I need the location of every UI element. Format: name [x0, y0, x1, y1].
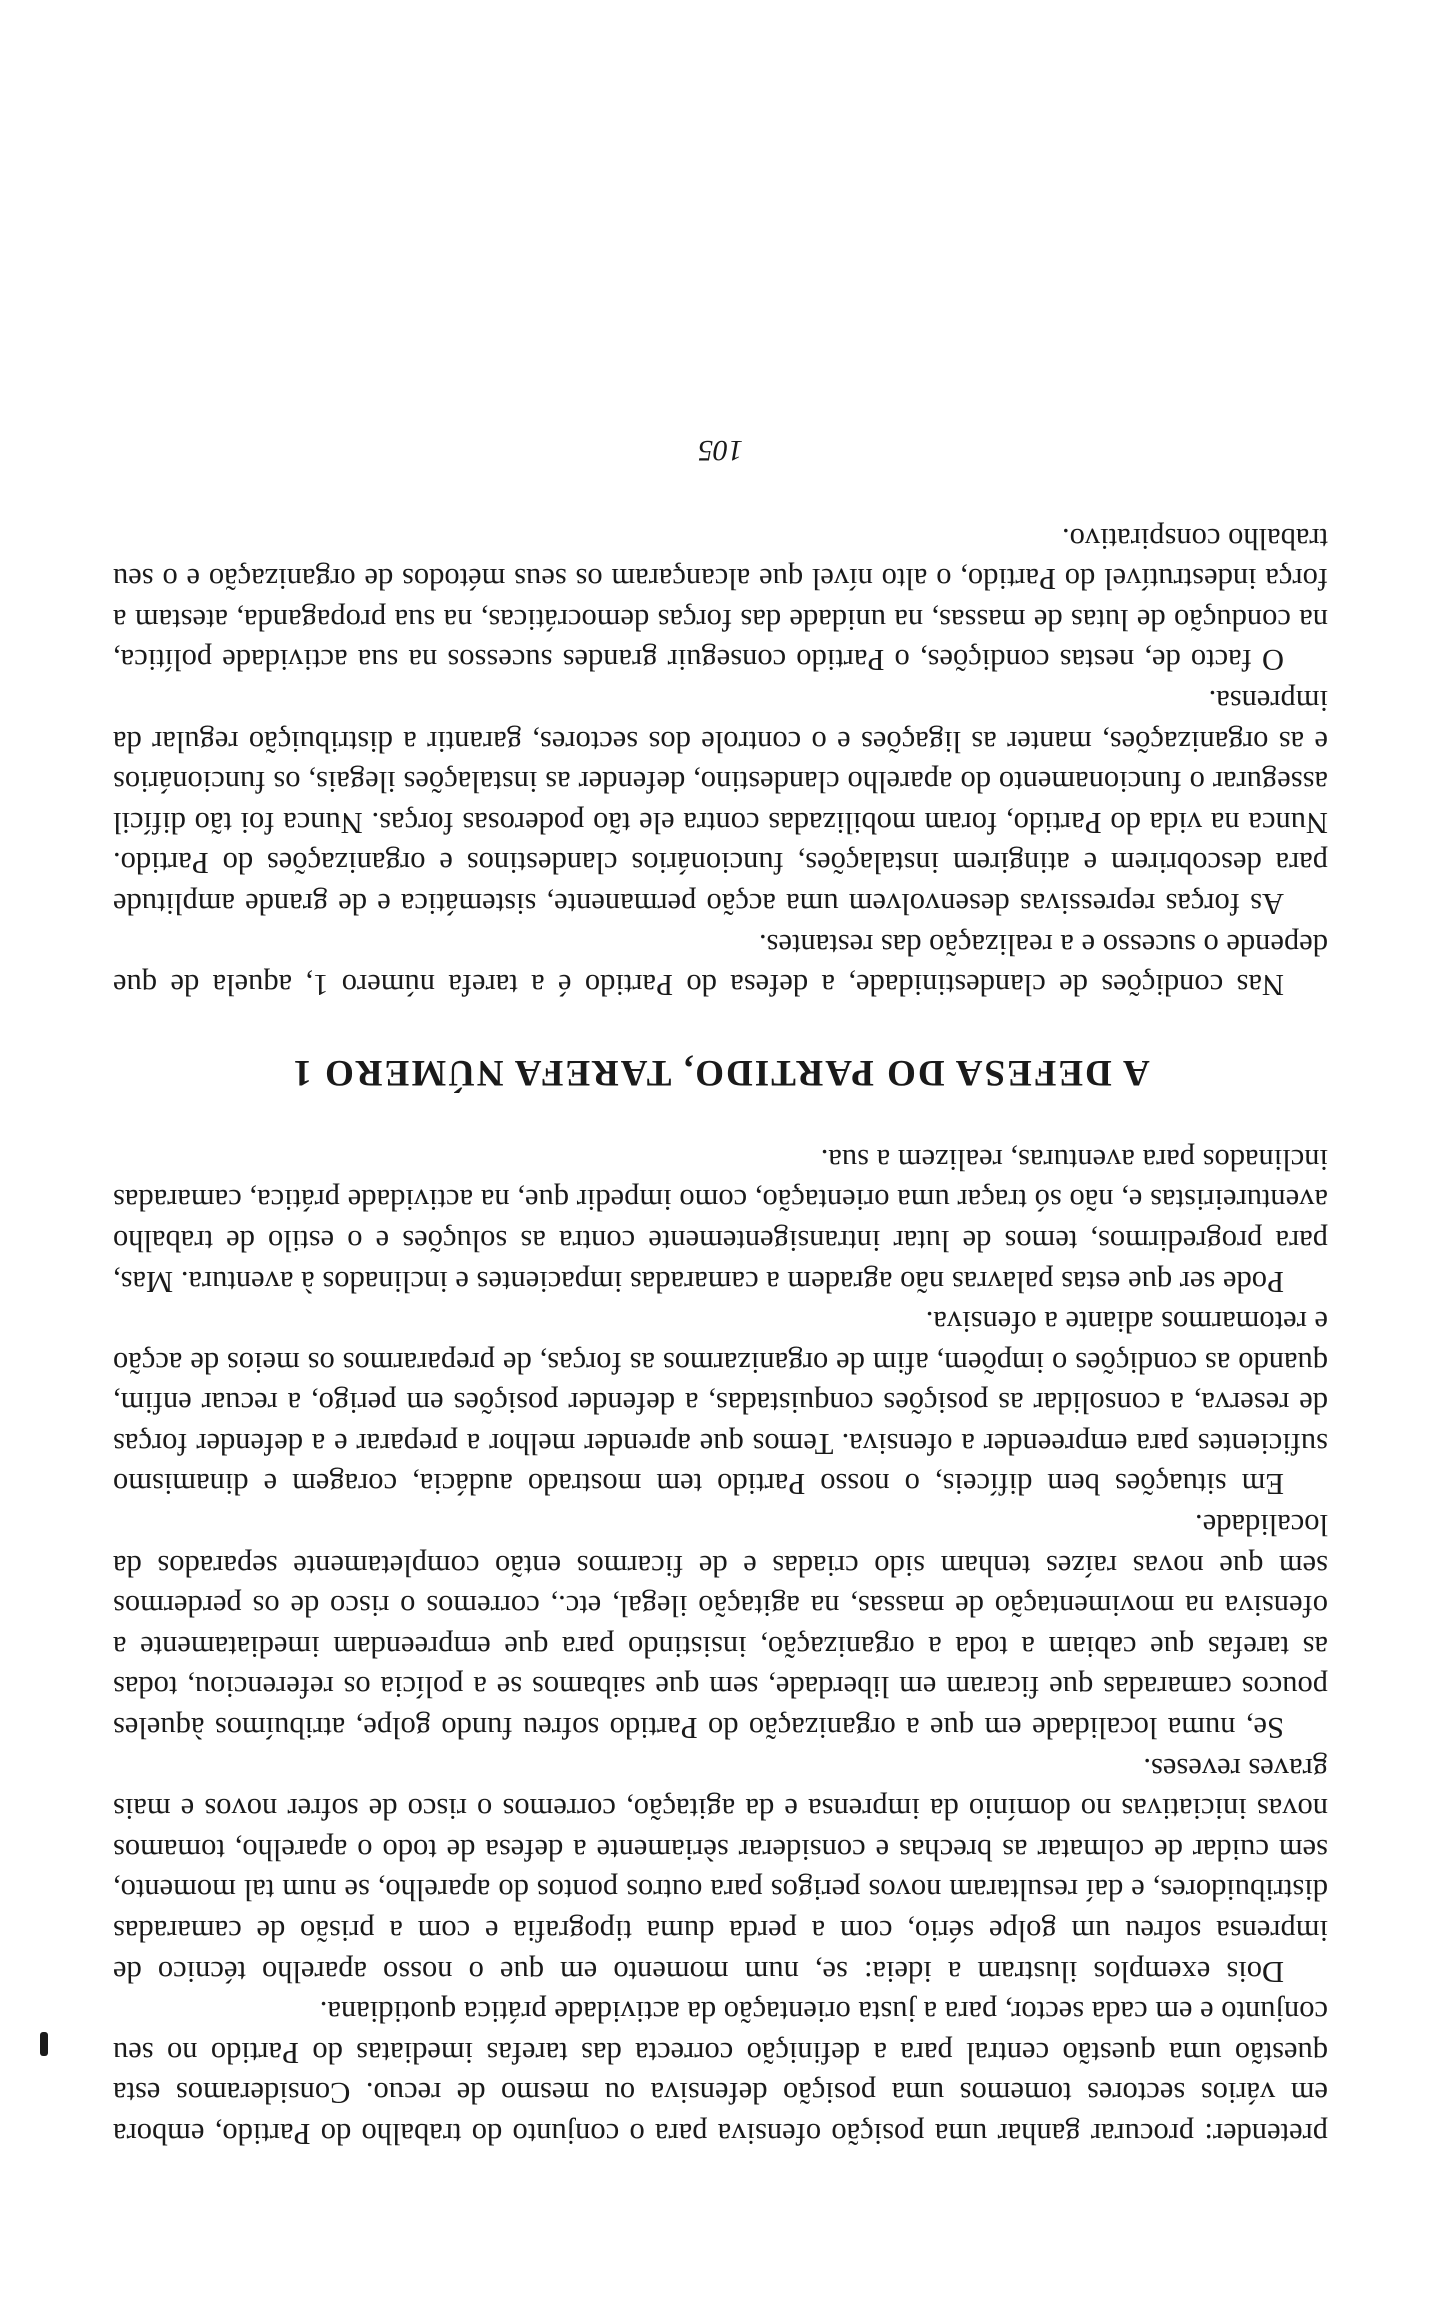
margin-ink-mark — [40, 2032, 48, 2056]
section-heading: A DEFESA DO PARTIDO, TAREFA NÚMERO 1 — [291, 1052, 1150, 1094]
page-number: 105 — [698, 434, 743, 468]
paragraph-party-successes: O facto de, nestas condições, o Partido conseguir grandes sucessos na sua actividade política, na condução de lutas de massas, na unidade das forças democráticas, na sua propaganda, atestam a força indestrutível do Partido, o alto nível que alcançaram os seus métodos de organização e o seu trabalho conspirativo. — [113, 521, 1328, 678]
intro-paragraph: pretender: procurar ganhar uma posição ofensiva para o conjunto do trabalho do Partido, embora em vários sectores tomemos uma posição defensiva ou mesmo de recuo. Consideramos esta questão uma questão central para a definição correcta das tarefas imediatas do Partido no seu conjunto e em cada sector, para a justa orientação da actividade prática quotidiana. — [113, 1995, 1328, 2151]
text-block — [113, 139, 1328, 2154]
paragraph-clandestinity: Nas condições de clandestinidade, a defesa do Partido é a tarefa número 1, aquela de que depende o sucesso e a realização das restantes. — [113, 927, 1328, 1003]
paragraph-difficult-situations: Em situações bem difíceis, o nosso Partido tem mostrado audácia, coragem e dinamismo suficientes para empreender a ofensiva. Temos que aprender melhor a preparar e a defender forças de reserva, a consolidar as posições conquistadas, a defender posições em perigo, a recuar enfim, quando as condições o impõem, afim de organizarmos as forças, de prepararmos os meios de acção e retomarmos adiante a ofensiva. — [113, 1305, 1328, 1502]
paragraph-repressive-forces: As forças repressivas desenvolvem uma acção permanente, sistemática e de grande amplitude para descobrirem e atingirem instalações, funcionários clandestinos e organizações do Partido. Nunca na vida do Partido, foram mobilizadas contra ele tão poderosas forças. Nunca foi tão difícil assegurar o funcionamento do aparelho clandestino, defender as instalações ilegais, os funcionários e as organizações, manter as ligações e o controle dos sectores, garantir a distribuição regular da imprensa. — [113, 684, 1328, 921]
paragraph-impatient-comrades: Pode ser que estas palavras não agradem a camaradas impacientes e inclinados à aventura. Mas, para progredirmos, temos de lutar intransigentemente contra as soluções e o estilo de trabalho aventureiristas e, não só traçar uma orientação, como impedir que, na actividade prática, camaradas inclinados para aventuras, realizem a sua. — [113, 1142, 1328, 1299]
paragraph-press-example: Dois exemplos ilustram a ideia: se, num momento em que o nosso aparelho técnico de imprensa sofreu um golpe sério, com a perda duma tipografia e com a prisão de camaradas distribuidores, e daí resultaram novos perigos para outros pontos do aparelho, se num tal momento, sem cuidar de colmatar as brechas e considerar sèriamente a defesa de todo o aparelho, tomamos novas iniciativas no domínio da imprensa e da agitação, corremos o risco de sofrer novos e mais graves reveses. — [113, 1751, 1328, 1989]
paragraph-locality-example: Se, numa localidade em que a organização do Partido sofreu fundo golpe, atribuímos àqueles poucos camaradas que ficaram em liberdade, sem que saibamos se a polícia os referenciou, todas as tarefas que cabiam a toda a organização, insistindo para que empreendam imediatamente a ofensiva na movimentação de massas, na agitação ilegal, etc., corremos o risco de os perdermos sem que novas raízes tenham sido criadas e de ficarmos então completamente separados da localidade. — [113, 1508, 1328, 1746]
